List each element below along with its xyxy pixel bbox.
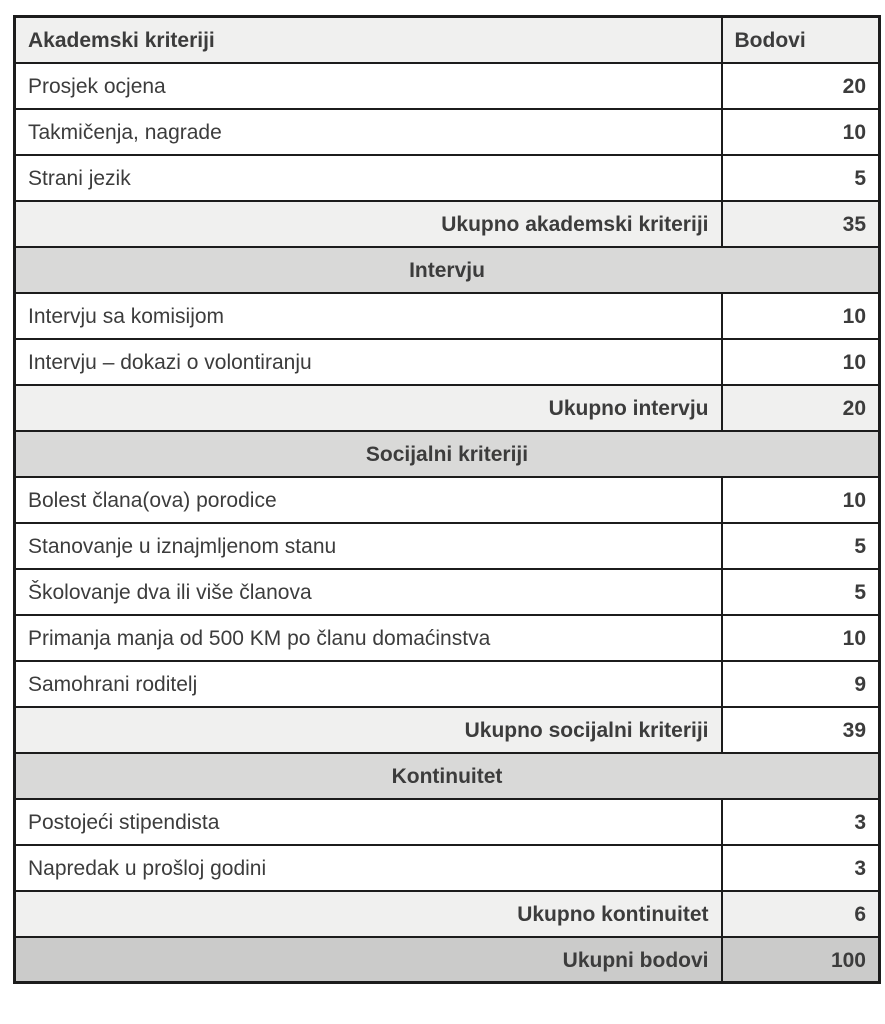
criterion-points: 10 <box>722 339 880 385</box>
criterion-points: 10 <box>722 477 880 523</box>
table-row-section <box>15 753 880 799</box>
table-row-section <box>15 431 880 477</box>
table-row-section <box>15 247 880 293</box>
table-row-item <box>15 523 880 569</box>
criterion-points: 5 <box>722 155 880 201</box>
table-row-item <box>15 477 880 523</box>
table-row-item <box>15 155 880 201</box>
table-row-item <box>15 63 880 109</box>
criterion-points: 9 <box>722 661 880 707</box>
table-row-item <box>15 109 880 155</box>
column-header-criteria: Akademski kriteriji <box>15 17 722 63</box>
grand-total-label: Ukupni bodovi <box>15 937 722 983</box>
criterion-points: 20 <box>722 63 880 109</box>
subtotal-label: Ukupno akademski kriteriji <box>15 201 722 247</box>
subtotal-label: Ukupno intervju <box>15 385 722 431</box>
table-row-item <box>15 845 880 891</box>
subtotal-value: 35 <box>722 201 880 247</box>
criterion-points: 5 <box>722 523 880 569</box>
table-row-subtotal <box>15 891 880 937</box>
criterion-points: 10 <box>722 615 880 661</box>
scoring-table-body <box>15 17 880 983</box>
criterion-label: Školovanje dva ili više članova <box>15 569 722 615</box>
section-title-cell: Socijalni kriteriji <box>15 431 880 477</box>
criterion-points: 10 <box>722 109 880 155</box>
section-title-cell: Kontinuitet <box>15 753 880 799</box>
table-row-subtotal <box>15 385 880 431</box>
subtotal-label: Ukupno socijalni kriteriji <box>15 707 722 753</box>
grand-total-value: 100 <box>722 937 880 983</box>
table-row-subtotal <box>15 201 880 247</box>
criterion-label: Stanovanje u iznajmljenom stanu <box>15 523 722 569</box>
table-row-item <box>15 293 880 339</box>
criterion-label: Prosjek ocjena <box>15 63 722 109</box>
scoring-table <box>13 15 881 984</box>
table-row-header <box>15 17 880 63</box>
subtotal-value: 39 <box>722 707 880 753</box>
subtotal-label: Ukupno kontinuitet <box>15 891 722 937</box>
criterion-label: Intervju sa komisijom <box>15 293 722 339</box>
criterion-points: 3 <box>722 845 880 891</box>
subtotal-value: 20 <box>722 385 880 431</box>
criterion-points: 10 <box>722 293 880 339</box>
criterion-label: Samohrani roditelj <box>15 661 722 707</box>
criterion-label: Postojeći stipendista <box>15 799 722 845</box>
table-row-item <box>15 339 880 385</box>
column-header-points: Bodovi <box>722 17 880 63</box>
table-row-item <box>15 799 880 845</box>
table-row-item <box>15 569 880 615</box>
criterion-label: Primanja manja od 500 KM po članu domaćinstva <box>15 615 722 661</box>
table-row-item <box>15 661 880 707</box>
criterion-label: Strani jezik <box>15 155 722 201</box>
criterion-points: 5 <box>722 569 880 615</box>
table-row-grand_total <box>15 937 880 983</box>
criterion-label: Bolest člana(ova) porodice <box>15 477 722 523</box>
criterion-label: Napredak u prošloj godini <box>15 845 722 891</box>
criterion-label: Intervju – dokazi o volontiranju <box>15 339 722 385</box>
criterion-label: Takmičenja, nagrade <box>15 109 722 155</box>
table-row-item <box>15 615 880 661</box>
section-title-cell: Intervju <box>15 247 880 293</box>
table-row-subtotal <box>15 707 880 753</box>
subtotal-value: 6 <box>722 891 880 937</box>
criterion-points: 3 <box>722 799 880 845</box>
